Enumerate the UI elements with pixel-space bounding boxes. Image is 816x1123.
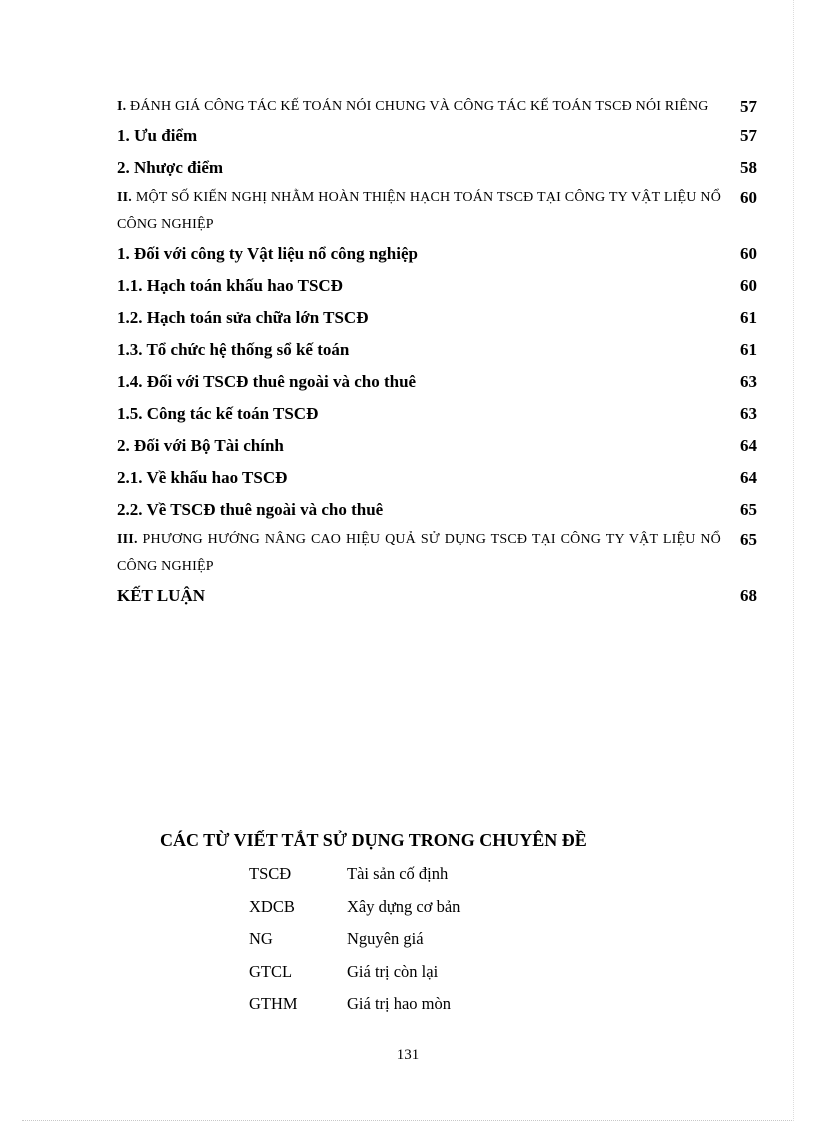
toc-item-title: 1. Đối với công ty Vật liệu nổ công nghiệp: [117, 244, 418, 263]
toc-item-page: 61: [740, 308, 757, 327]
table-of-contents: [117, 93, 757, 612]
toc-item-page: 64: [740, 468, 757, 487]
toc-item-title: 2. Đối với Bộ Tài chính: [117, 436, 284, 455]
toc-item-title: 1.3. Tổ chức hệ thống sổ kế toán: [117, 340, 350, 359]
toc-item-bo-tai-chinh[interactable]: [117, 430, 757, 462]
page-right-rule: [793, 0, 794, 1121]
abbreviation-code: GTHM: [249, 994, 298, 1013]
toc-item-title: 2.1. Về khấu hao TSCĐ: [117, 468, 288, 487]
toc-item-title: 2. Nhược điểm: [117, 158, 224, 177]
toc-section-3-page: 65: [740, 530, 757, 549]
toc-item-page: 60: [740, 244, 757, 263]
abbreviation-row: [249, 988, 460, 1021]
toc-section-1-page: 57: [740, 97, 757, 116]
abbreviation-row: [249, 923, 460, 956]
toc-item-sua-chua[interactable]: [117, 302, 757, 334]
toc-section-3[interactable]: [117, 526, 757, 580]
toc-item-title: 1. Ưu điểm: [117, 126, 198, 145]
toc-section-1-number: I.: [117, 99, 127, 114]
toc-item-page: 57: [740, 126, 757, 145]
toc-section-2-number: II.: [117, 190, 132, 205]
toc-item-page: 64: [740, 436, 757, 455]
toc-item-page: 63: [740, 372, 757, 391]
toc-item-title: 1.4. Đối với TSCĐ thuê ngoài và cho thuê: [117, 372, 417, 391]
toc-item-cong-ty[interactable]: [117, 238, 757, 270]
toc-item-page: 58: [740, 158, 757, 177]
abbreviation-meaning: Nguyên giá: [347, 929, 424, 948]
toc-section-2-title: MỘT SỐ KIẾN NGHỊ NHẰM HOÀN THIỆN HẠCH TOÁN TSCĐ TẠI CÔNG TY VẬT LIỆU NỔ CÔNG NGHIỆP: [117, 190, 721, 232]
toc-item-ket-luan[interactable]: [117, 580, 757, 612]
toc-item-ve-thue-ngoai[interactable]: [117, 494, 757, 526]
abbreviation-meaning: Tài sản cố định: [347, 864, 449, 883]
abbreviations-list: [249, 858, 460, 1021]
toc-item-nhuoc-diem[interactable]: [117, 152, 757, 184]
toc-item-page: 63: [740, 404, 757, 423]
abbreviations-title: CÁC TỪ VIẾT TẮT SỬ DỤNG TRONG CHUYÊN ĐỀ: [160, 830, 587, 850]
toc-item-page: 65: [740, 500, 757, 519]
toc-item-title: 1.5. Công tác kế toán TSCĐ: [117, 404, 319, 423]
abbreviation-code: XDCB: [249, 896, 295, 916]
page-number: 131: [396, 1047, 420, 1063]
abbreviation-meaning: Giá trị còn lại: [347, 961, 439, 981]
abbreviation-row: [249, 956, 460, 989]
toc-item-page: 68: [740, 586, 757, 605]
toc-item-title: 1.2. Hạch toán sửa chữa lớn TSCĐ: [117, 308, 369, 327]
toc-section-3-title: PHƯƠNG HƯỚNG NÂNG CAO HIỆU QUẢ SỬ DỤNG TSCĐ TẠI CÔNG TY VẬT LIỆU NỔ CÔNG NGHIỆP: [117, 532, 721, 574]
toc-item-cong-tac[interactable]: [117, 398, 757, 430]
toc-section-3-number: III.: [117, 532, 138, 547]
page-bottom-rule: [22, 1120, 794, 1121]
abbreviation-meaning: Giá trị hao mòn: [347, 994, 452, 1013]
abbreviation-row: [249, 891, 460, 924]
abbreviation-code: TSCĐ: [249, 864, 292, 883]
toc-item-title: KẾT LUẬN: [117, 586, 206, 605]
toc-item-page: 60: [740, 276, 757, 295]
toc-section-2-page: 60: [740, 188, 757, 207]
toc-item-page: 61: [740, 340, 757, 359]
toc-section-2[interactable]: [117, 184, 757, 238]
abbreviation-row: [249, 858, 460, 891]
toc-item-so-ke-toan[interactable]: [117, 334, 757, 366]
abbreviation-code: NG: [249, 929, 273, 948]
toc-item-ve-khau-hao[interactable]: [117, 462, 757, 494]
toc-item-title: 1.1. Hạch toán khấu hao TSCĐ: [117, 276, 343, 295]
toc-item-uu-diem[interactable]: [117, 120, 757, 152]
toc-section-1-title: ĐÁNH GIÁ CÔNG TÁC KẾ TOÁN NÓI CHUNG VÀ CÔNG TÁC KẾ TOÁN TSCĐ NÓI RIÊNG: [126, 99, 709, 114]
toc-section-1[interactable]: [117, 93, 757, 120]
toc-item-title: 2.2. Về TSCĐ thuê ngoài và cho thuê: [117, 500, 384, 519]
abbreviation-code: GTCL: [249, 961, 293, 981]
toc-item-khau-hao[interactable]: [117, 270, 757, 302]
abbreviation-meaning: Xây dựng cơ bản: [347, 896, 461, 916]
toc-item-thue-ngoai[interactable]: [117, 366, 757, 398]
